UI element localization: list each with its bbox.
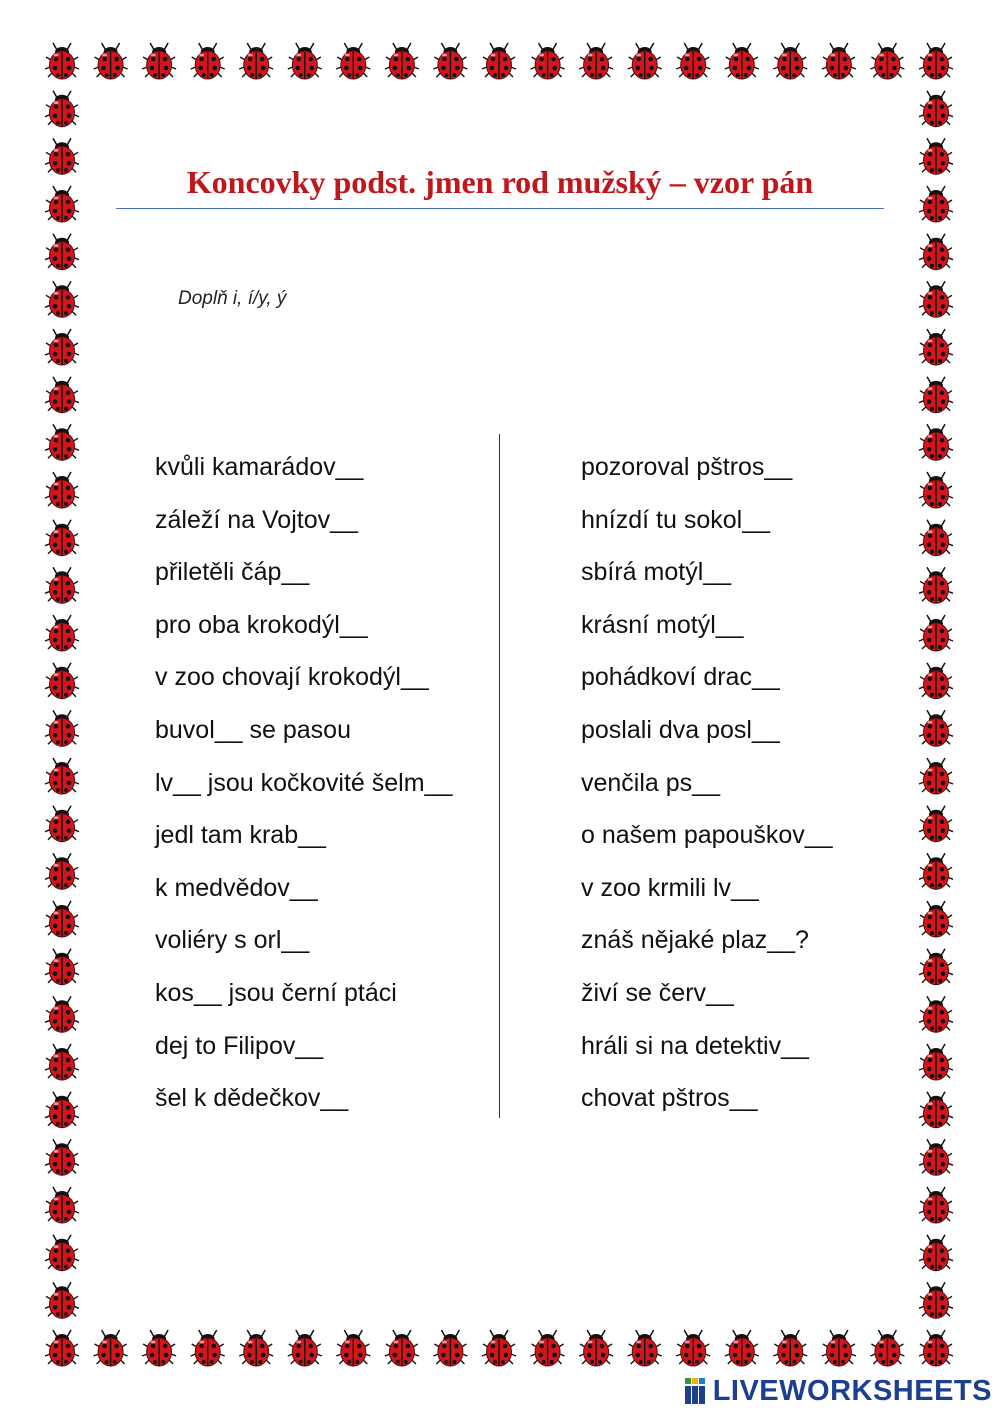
exercise-item[interactable]: pohádkoví drac__ (581, 663, 780, 692)
ladybug-icon (773, 1330, 807, 1366)
ladybug-icon (919, 1139, 953, 1175)
ladybug-icon (919, 1092, 953, 1128)
exercise-item[interactable]: krásní motýl__ (581, 610, 744, 639)
ladybug-icon (919, 1330, 953, 1366)
ladybug-icon (919, 853, 953, 889)
column-divider (499, 434, 500, 1118)
ladybug-icon (45, 138, 79, 174)
exercise-item[interactable]: jedl tam krab__ (155, 821, 326, 850)
ladybug-icon (919, 329, 953, 365)
ladybug-icon (919, 520, 953, 556)
ladybug-icon (45, 43, 79, 79)
title-underline (116, 208, 884, 209)
ladybug-icon (191, 1330, 225, 1366)
ladybug-icon (919, 1187, 953, 1223)
right-exercise-list (581, 441, 833, 1125)
exercise-item[interactable]: o našem papouškov__ (581, 821, 833, 850)
exercise-item[interactable]: živí se červ__ (581, 978, 734, 1007)
ladybug-icon (45, 853, 79, 889)
ladybug-icon (919, 806, 953, 842)
ladybug-icon (919, 377, 953, 413)
ladybug-icon (385, 1330, 419, 1366)
exercise-item[interactable]: záleží na Vojtov__ (155, 505, 358, 534)
left-exercise-list (155, 441, 452, 1125)
ladybug-icon (45, 281, 79, 317)
exercise-item[interactable]: lv__ jsou kočkovité šelm__ (155, 768, 453, 797)
exercise-item[interactable]: pozoroval pštros__ (581, 453, 793, 481)
ladybug-icon (45, 186, 79, 222)
exercise-item[interactable]: v zoo krmili lv__ (581, 873, 759, 902)
ladybug-icon (45, 806, 79, 842)
ladybug-icon (919, 234, 953, 270)
ladybug-icon (385, 43, 419, 79)
ladybug-icon (45, 1092, 79, 1128)
ladybug-icon (433, 1330, 467, 1366)
ladybug-icon (919, 710, 953, 746)
ladybug-icon (919, 901, 953, 937)
ladybug-icon (725, 1330, 759, 1366)
exercise-item[interactable]: kvůli kamarádov__ (155, 453, 364, 481)
ladybug-icon (870, 1330, 904, 1366)
ladybug-icon (45, 1187, 79, 1223)
ladybug-icon (45, 996, 79, 1032)
ladybug-icon (579, 43, 613, 79)
ladybug-icon (336, 1330, 370, 1366)
ladybug-icon (482, 43, 516, 79)
exercise-item[interactable]: voliéry s orl__ (155, 926, 310, 955)
ladybug-icon (628, 43, 662, 79)
exercise-item[interactable]: k medvědov__ (155, 873, 318, 902)
brand-text: LIVEWORKSHEETS (712, 1374, 992, 1407)
ladybug-icon (919, 949, 953, 985)
ladybug-icon (919, 1044, 953, 1080)
instruction-text: Doplň i, í/y, ý (178, 288, 287, 309)
ladybug-icon (919, 281, 953, 317)
exercise-item[interactable]: hráli si na detektiv__ (581, 1031, 809, 1060)
exercise-item[interactable]: poslali dva posl__ (581, 715, 780, 744)
ladybug-icon (822, 1330, 856, 1366)
ladybug-icon (142, 1330, 176, 1366)
ladybug-icon (45, 520, 79, 556)
ladybug-icon (45, 1330, 79, 1366)
exercise-item[interactable]: buvol__ se pasou (155, 715, 351, 744)
exercise-item[interactable]: kos__ jsou černí ptáci (155, 978, 397, 1007)
ladybug-icon (45, 472, 79, 508)
exercise-item[interactable]: šel k dědečkov__ (155, 1084, 349, 1113)
ladybug-icon (919, 91, 953, 127)
ladybug-icon (45, 758, 79, 794)
exercise-item[interactable]: pro oba krokodýl__ (155, 610, 368, 639)
ladybug-icon (482, 1330, 516, 1366)
ladybug-icon (676, 1330, 710, 1366)
ladybug-icon (45, 901, 79, 937)
ladybug-icon (773, 43, 807, 79)
ladybug-icon (288, 43, 322, 79)
ladybug-icon (94, 1330, 128, 1366)
ladybug-icon (919, 186, 953, 222)
liveworksheets-brand[interactable] (685, 1373, 992, 1409)
ladybug-icon (45, 615, 79, 651)
ladybug-icon (45, 1282, 79, 1318)
ladybug-icon (919, 43, 953, 79)
ladybug-icon (628, 1330, 662, 1366)
exercise-item[interactable]: znáš nějaké plaz__? (581, 926, 809, 955)
ladybug-icon (45, 663, 79, 699)
ladybug-icon (919, 424, 953, 460)
exercise-item[interactable]: venčila ps__ (581, 768, 720, 797)
ladybug-icon (919, 567, 953, 603)
ladybug-icon (919, 758, 953, 794)
ladybug-icon (45, 91, 79, 127)
ladybug-icon (45, 1044, 79, 1080)
ladybug-icon (676, 43, 710, 79)
ladybug-icon (919, 1282, 953, 1318)
ladybug-icon (919, 615, 953, 651)
exercise-item[interactable]: přiletěli čáp__ (155, 558, 310, 587)
exercise-item[interactable]: dej to Filipov__ (155, 1031, 324, 1060)
ladybug-icon (919, 996, 953, 1032)
exercise-item[interactable]: chovat pštros__ (581, 1084, 758, 1113)
ladybug-icon (433, 43, 467, 79)
ladybug-icon (919, 1235, 953, 1271)
ladybug-icon (531, 1330, 565, 1366)
ladybug-icon (45, 234, 79, 270)
ladybug-icon (870, 43, 904, 79)
exercise-item[interactable]: hnízdí tu sokol__ (581, 505, 771, 534)
exercise-item[interactable]: sbírá motýl__ (581, 558, 732, 587)
ladybug-icon (725, 43, 759, 79)
ladybug-icon (94, 43, 128, 79)
exercise-item[interactable]: v zoo chovají krokodýl__ (155, 663, 429, 692)
ladybug-icon (919, 472, 953, 508)
ladybug-icon (531, 43, 565, 79)
ladybug-icon (45, 329, 79, 365)
ladybug-icon (919, 138, 953, 174)
ladybug-icon (45, 424, 79, 460)
ladybug-icon (239, 43, 273, 79)
ladybug-icon (45, 567, 79, 603)
ladybug-icon (191, 43, 225, 79)
ladybug-icon (239, 1330, 273, 1366)
ladybug-icon (579, 1330, 613, 1366)
ladybug-icon (142, 43, 176, 79)
ladybug-icon (45, 949, 79, 985)
ladybug-icon (822, 43, 856, 79)
ladybug-icon (45, 1235, 79, 1271)
ladybug-icon (45, 1139, 79, 1175)
liveworksheets-logo-icon (685, 1376, 709, 1406)
ladybug-icon (45, 710, 79, 746)
ladybug-icon (336, 43, 370, 79)
page-title: Koncovky podst. jmen rod mužský – vzor pán (186, 164, 814, 200)
ladybug-icon (45, 377, 79, 413)
ladybug-icon (288, 1330, 322, 1366)
ladybug-icon (919, 663, 953, 699)
